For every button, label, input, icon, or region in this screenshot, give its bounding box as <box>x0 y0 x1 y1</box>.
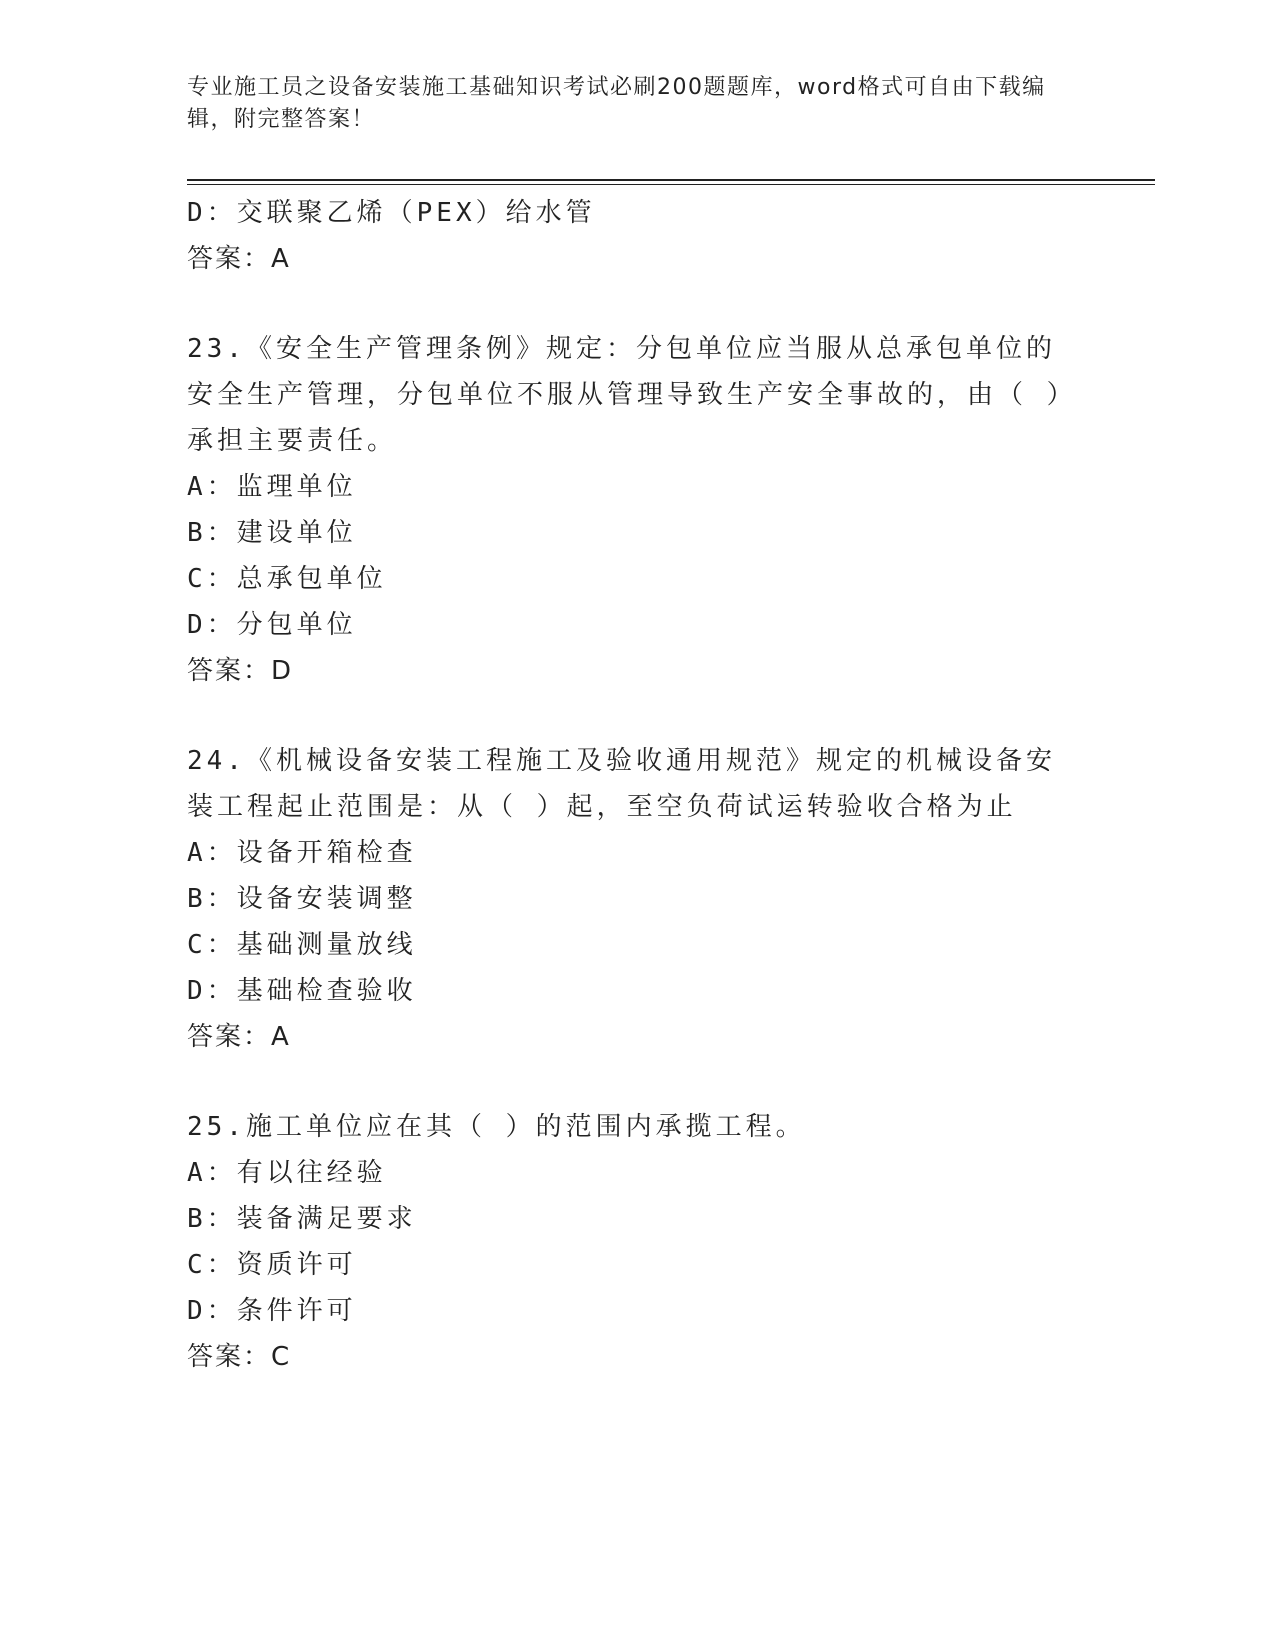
option-d: D：交联聚乙烯（PEX）给水管 <box>187 198 596 228</box>
option-b: B：建设单位 <box>187 518 357 548</box>
question-stem: 23.《安全生产管理条例》规定：分包单位应当服从总承包单位的安全生产管理，分包单位不服从管理导致生产安全事故的，由（ ）承担主要责任。 <box>187 334 1064 456</box>
question-stem: 24.《机械设备安装工程施工及验收通用规范》规定的机械设备安装工程起止范围是：从（ ）起，至空负荷试运转验收合格为止 <box>187 746 1056 822</box>
document-body <box>187 190 1067 1380</box>
answer: 答案：C <box>187 1342 292 1372</box>
option-c: C：总承包单位 <box>187 564 387 594</box>
question-24 <box>187 738 1067 1060</box>
option-a: A：设备开箱检查 <box>187 838 417 868</box>
option-b: B：设备安装调整 <box>187 884 417 914</box>
question-23 <box>187 326 1067 694</box>
option-c: C：基础测量放线 <box>187 930 417 960</box>
option-a: A：监理单位 <box>187 472 357 502</box>
option-b: B：装备满足要求 <box>187 1204 417 1234</box>
option-d: D：条件许可 <box>187 1296 357 1326</box>
header-divider-thin <box>187 184 1155 185</box>
answer: 答案：A <box>187 244 291 274</box>
document-page <box>187 0 1157 1650</box>
question-stem: 25.施工单位应在其（ ）的范围内承揽工程。 <box>187 1112 806 1142</box>
option-c: C：资质许可 <box>187 1250 357 1280</box>
document-header: 专业施工员之设备安装施工基础知识考试必刷200题题库，word格式可自由下载编辑，附完整答案！ <box>187 75 1046 132</box>
answer: 答案：A <box>187 1022 291 1052</box>
question-25 <box>187 1104 1067 1380</box>
option-d: D：分包单位 <box>187 610 357 640</box>
option-d: D：基础检查验收 <box>187 976 417 1006</box>
answer: 答案：D <box>187 656 294 686</box>
option-a: A：有以往经验 <box>187 1158 387 1188</box>
header-divider <box>187 179 1155 181</box>
